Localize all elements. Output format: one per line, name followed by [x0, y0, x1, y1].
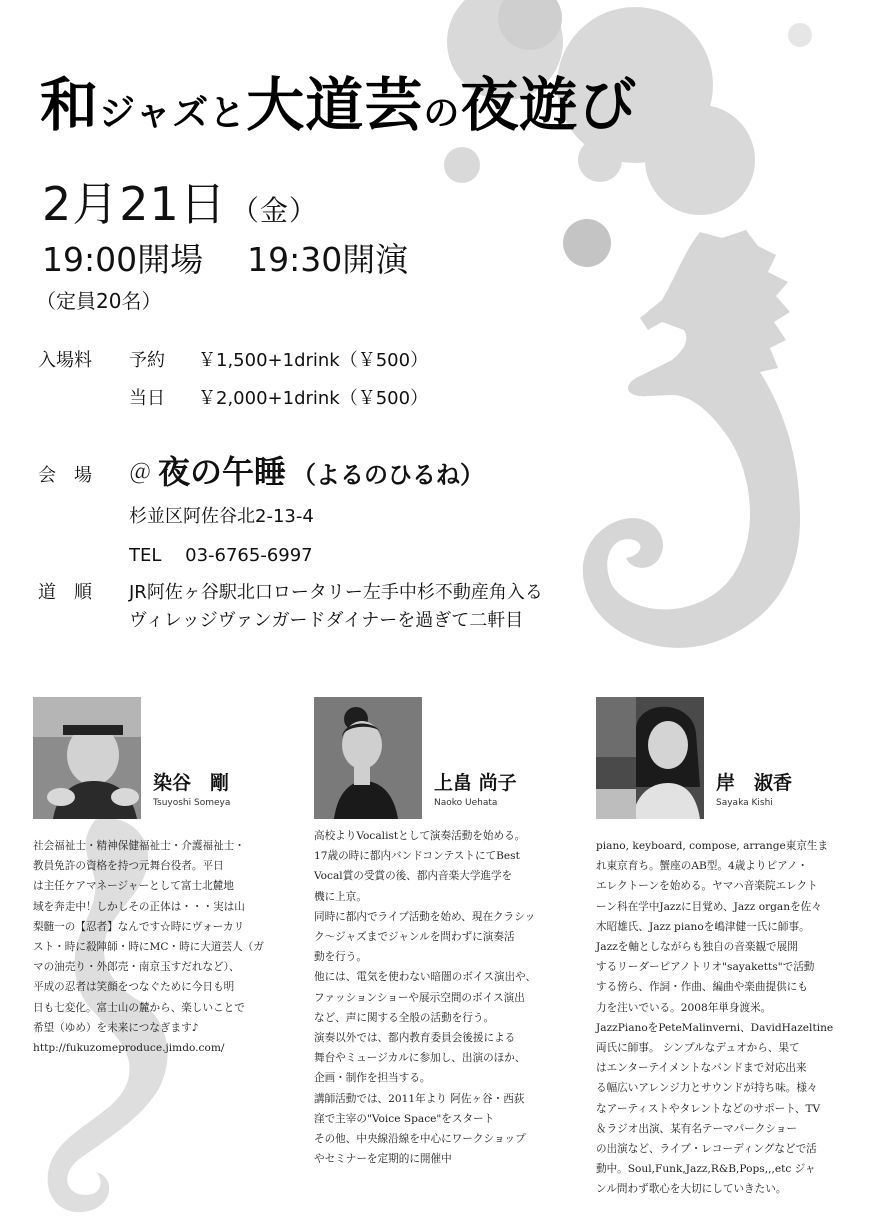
directions-label: 道 順: [38, 582, 92, 603]
bio-line: なアーティストやタレントなどのサポート、TV: [596, 1102, 821, 1115]
portrait-graphic: [33, 697, 141, 819]
title-part-no: の: [423, 92, 461, 134]
weekday-text: （金）: [230, 194, 318, 227]
bio-line: 動を行う。: [314, 951, 367, 964]
bio-line: JazzPianoをPeteMalinverni、DavidHazeltine: [596, 1021, 834, 1034]
bio-line: 同時に都内でライブ活動を始め、現在クラシッ: [314, 910, 536, 923]
performer-photo-uehata: [314, 697, 422, 819]
bio-line: 企画・制作を担当する。: [314, 1072, 431, 1085]
bio-line: 梨髄一の【忍者】なんです☆時にヴォーカリ: [33, 920, 245, 933]
deco-circle: [645, 105, 755, 215]
fee-label: 入場料: [38, 350, 92, 371]
title-part-yoasobi: 夜遊び: [460, 71, 638, 139]
event-title: [40, 58, 637, 142]
bio-line: 他には、電気を使わない暗闇のボイス演出や、: [314, 971, 537, 984]
bio-line: Jazzを軸としながらも独自の音楽観で展開: [596, 941, 798, 954]
venue-tel: TEL 03-6765-6997: [129, 545, 313, 566]
bio-line: の出演など、ライブ・レコーディングなどで活: [596, 1143, 817, 1156]
title-part-wa: 和: [40, 71, 100, 139]
capacity-text: （定員20名）: [36, 289, 162, 313]
performer-name: 上畠 尚子: [434, 772, 517, 794]
bio-line: 機に上京。: [314, 890, 367, 903]
seahorse-silhouette: [583, 230, 800, 648]
directions-line-2: ヴィレッジヴァンガードダイナーを過ぎて二軒目: [129, 610, 524, 631]
bio-line: など、声に関する全般の活動を行う。: [314, 1011, 495, 1024]
bio-line: 17歳の時に都内バンドコンテストにてBest: [314, 850, 520, 863]
bio-line: ファッションショーや展示空間のボイス演出: [314, 991, 525, 1004]
venue-address: 杉並区阿佐谷北2-13-4: [129, 506, 314, 527]
bio-line: 力を注いでいる。2008年単身渡米。: [596, 1001, 772, 1014]
deco-circle: [578, 138, 622, 182]
bio-line: 日も七変化。富士山の麓から、楽しいことで: [33, 1001, 245, 1014]
portrait-graphic: [596, 697, 704, 819]
bio-line: マの油売り・外郎売・南京玉すだれなど）、: [33, 961, 240, 974]
bio-line: 域を奔走中！しかしその正体は・・・実は山: [33, 900, 245, 913]
event-date: [42, 168, 318, 234]
deco-circle: [788, 23, 812, 47]
fee-advance-label: 予約: [129, 350, 165, 371]
date-text: 2月21日: [42, 177, 227, 231]
fee-advance-price: ￥1,500+1drink（￥500）: [198, 350, 429, 371]
bio-line: 講師活動では、2011年より 阿佐ヶ谷・西荻: [314, 1092, 525, 1105]
bio-line: エレクトーンを始める。ヤマハ音楽院エレクト: [596, 880, 818, 893]
bio-line: 演奏以外では、都内教育委員会後援による: [314, 1032, 516, 1045]
bio-line: その他、中央線沿線を中心にワークショップ: [314, 1133, 526, 1146]
bio-line: するリーダーピアノトリオ"sayaketts"で活動: [596, 961, 815, 974]
venue-name-text: 夜の午睡: [158, 453, 287, 491]
bio-line: 希望（ゆめ）を未来につなぎます♪: [33, 1021, 199, 1034]
venue-label: 会 場: [38, 465, 92, 486]
bio-line: 教員免許の資格を持つ元舞台役者。平日: [33, 860, 224, 873]
performer-roman: Tsuyoshi Someya: [153, 798, 231, 808]
bio-line: 両氏に師事。 シンプルなデュオから、果て: [596, 1042, 800, 1055]
portrait-graphic: [314, 697, 422, 819]
bio-line: 窪で主宰の"Voice Space"をスタート: [314, 1112, 495, 1125]
venue-at-mark: ＠: [129, 461, 152, 486]
bio-line: 社会福祉士・精神保健福祉士・介護福祉士・: [33, 840, 245, 852]
open-time: 19:00開場: [42, 240, 204, 279]
bio-line: Vocal賞の受賞の後、都内音楽大学進学を: [314, 870, 513, 883]
bio-line: ＆ラジオ出演、某有名テーマパークショー: [596, 1122, 797, 1135]
bio-line: ーン科在学中Jazzに目覚め、Jazz organを佐々: [596, 900, 822, 913]
deco-circle: [563, 219, 611, 267]
bio-line: 動中。Soul,Funk,Jazz,R&B,Pops,,,etc ジャ: [596, 1163, 816, 1176]
bio-line: れ東京育ち。蟹座のAB型。4歳よりピアノ・: [596, 860, 809, 873]
bio-line: る幅広いアレンジ力とサウンドが持ち味。様々: [596, 1082, 818, 1095]
bio-line: 高校よりVocalistとして演奏活動を始める。: [314, 830, 526, 842]
performer-bio-someya: [33, 836, 264, 1058]
performer-photo-kishi: [596, 697, 704, 819]
performer-bio-kishi: [596, 836, 833, 1200]
bio-line: 舞台やミュージカルに参加し、出演のほか、: [314, 1052, 526, 1065]
deco-circle: [444, 147, 480, 183]
venue-name: [158, 447, 484, 493]
performer-name: 岸 淑香: [716, 772, 793, 794]
performer-bio-uehata: [314, 826, 536, 1169]
start-time: 19:30開演: [247, 240, 409, 279]
title-part-jazz: ジャズと: [99, 92, 247, 134]
bio-line: ク～ジャズまでジャンルを問わずに演奏活: [314, 931, 515, 944]
fee-door-price: ￥2,000+1drink（￥500）: [198, 388, 429, 409]
performer-roman: Sayaka Kishi: [716, 798, 773, 808]
performer-name: 染谷 剛: [153, 772, 230, 794]
bio-line: やセミナーを定期的に開催中: [314, 1153, 452, 1166]
bio-line: 木昭雄氏、Jazz pianoを嶋津健一氏に師事。: [596, 920, 810, 933]
bio-line: は主任ケアマネージャーとして富士北麓地: [33, 880, 234, 893]
bio-line: スト・時に殺陣師・時にMC・時に大道芸人（ガ: [33, 941, 264, 954]
title-part-daidougei: 大道芸: [246, 71, 424, 139]
event-times: [42, 234, 408, 281]
bio-line: piano, keyboard, compose, arrange東京生ま: [596, 840, 829, 852]
website-link[interactable]: http://fukuzomeproduce.jimdo.com/: [33, 1042, 225, 1055]
fee-door-label: 当日: [129, 388, 165, 409]
performer-photo-someya: [33, 697, 141, 819]
venue-reading: （よるのひるね）: [292, 460, 485, 489]
bio-line: する傍ら、作詞・作曲、編曲や楽曲提供にも: [596, 981, 808, 994]
bio-line: はエンターテイメントなバンドまで対応出来: [596, 1062, 807, 1075]
directions-line-1: JR阿佐ヶ谷駅北口ロータリー左手中杉不動産角入る: [129, 582, 543, 603]
bio-line: ンル問わず歌心を大切にしていきたい。: [596, 1183, 787, 1196]
bio-line: 平成の忍者は笑顔をつなぐために今日も明: [33, 981, 235, 994]
performer-roman: Naoko Uehata: [434, 798, 498, 808]
